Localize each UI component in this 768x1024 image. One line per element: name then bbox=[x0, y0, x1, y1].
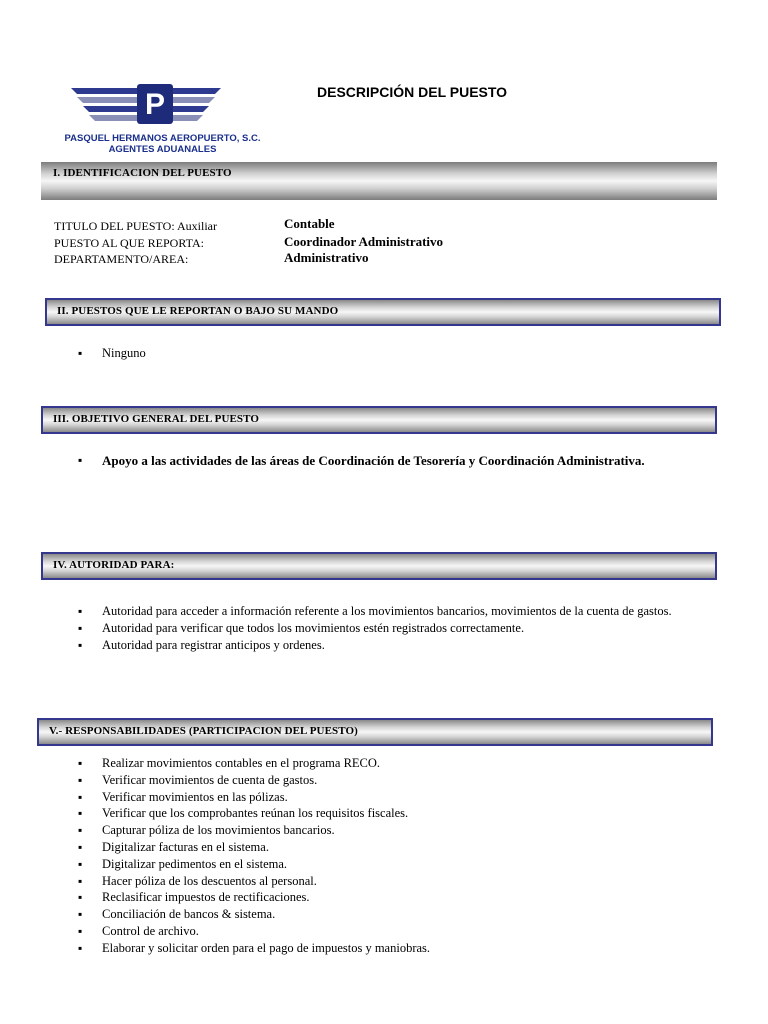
field-label-area: DEPARTAMENTO/AREA: bbox=[54, 252, 189, 266]
list-item: ▪ Verificar movimientos de cuenta de gastos. bbox=[76, 772, 716, 789]
field-label-titulo: TITULO DEL PUESTO: Auxiliar bbox=[54, 219, 217, 233]
list-item: ▪ Ninguno bbox=[76, 345, 716, 362]
section-heading-text: III. OBJETIVO GENERAL DEL PUESTO bbox=[53, 413, 260, 425]
company-name-line2: AGENTES ADUANALES bbox=[108, 144, 217, 155]
field-value-area: Administrativo bbox=[284, 250, 369, 265]
list-item: ▪ Conciliación de bancos & sistema. bbox=[76, 906, 716, 923]
list-item: ▪ Verificar que los comprobantes reúnan los requisitos fiscales. bbox=[76, 805, 716, 822]
responsabilidades-list bbox=[76, 755, 716, 957]
list-item: ▪ Autoridad para verificar que todos los movimientos estén registrados correctamente. bbox=[76, 620, 716, 637]
svg-text:P: P bbox=[144, 88, 166, 121]
list-item: ▪ Capturar póliza de los movimientos bancarios. bbox=[76, 822, 716, 839]
section-heading-text: II. PUESTOS QUE LE REPORTAN O BAJO SU MANDO bbox=[57, 305, 339, 317]
section-heading-identificacion bbox=[41, 162, 717, 200]
list-item: ▪ Elaborar y solicitar orden para el pago de impuestos y maniobras. bbox=[76, 940, 716, 957]
page-title: DESCRIPCIÓN DEL PUESTO bbox=[317, 84, 508, 100]
autoridad-list bbox=[76, 603, 716, 653]
section-heading-responsabilidades bbox=[37, 718, 713, 746]
list-item: ▪ Control de archivo. bbox=[76, 923, 716, 940]
section-heading-reportan bbox=[45, 298, 721, 326]
list-item: ▪ Realizar movimientos contables en el programa RECO. bbox=[76, 755, 716, 772]
objetivo-list bbox=[76, 452, 676, 470]
wings-logo-icon bbox=[55, 82, 270, 132]
section-heading-autoridad bbox=[41, 552, 717, 580]
section-heading-text: I. IDENTIFICACION DEL PUESTO bbox=[53, 167, 232, 179]
list-item: ▪ Autoridad para acceder a información referente a los movimientos bancarios, movimientos de la cuenta de gastos. bbox=[76, 603, 716, 620]
list-item: ▪ Autoridad para registrar anticipos y ordenes. bbox=[76, 637, 716, 654]
field-label-reporta: PUESTO AL QUE REPORTA: bbox=[54, 236, 204, 250]
company-name-line1: PASQUEL HERMANOS AEROPUERTO, S.C. bbox=[64, 133, 261, 144]
field-value-titulo: Contable bbox=[284, 216, 335, 231]
section-heading-text: IV. AUTORIDAD PARA: bbox=[53, 559, 175, 571]
list-item: ▪ Apoyo a las actividades de las áreas de Coordinación de Tesorería y Coordinación Administrativa. bbox=[76, 452, 676, 470]
list-item: ▪ Hacer póliza de los descuentos al personal. bbox=[76, 873, 716, 890]
section-heading-text: V.- RESPONSABILIDADES (PARTICIPACION DEL PUESTO) bbox=[49, 725, 358, 737]
field-value-reporta: Coordinador Administrativo bbox=[284, 234, 444, 249]
list-item: ▪ Verificar movimientos en las pólizas. bbox=[76, 789, 716, 806]
list-item: ▪ Digitalizar pedimentos en el sistema. bbox=[76, 856, 716, 873]
reportan-list bbox=[76, 345, 716, 362]
list-item: ▪ Reclasificar impuestos de rectificaciones. bbox=[76, 889, 716, 906]
company-name bbox=[55, 133, 270, 155]
section-heading-objetivo bbox=[41, 406, 717, 434]
list-item: ▪ Digitalizar facturas en el sistema. bbox=[76, 839, 716, 856]
